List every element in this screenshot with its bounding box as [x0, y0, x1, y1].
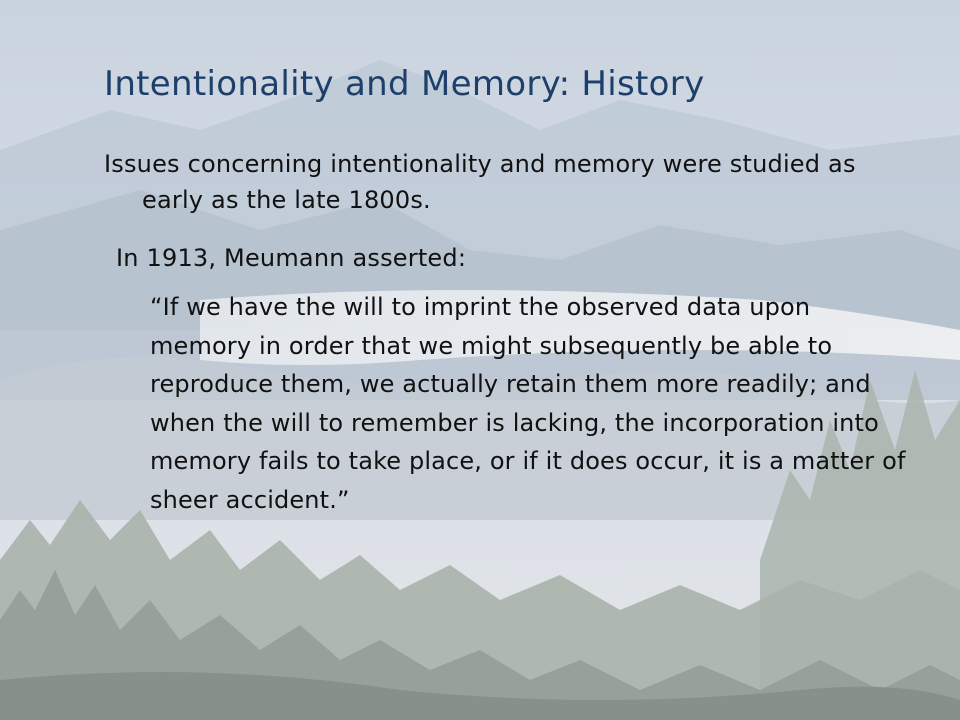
meumann-quote: [150, 288, 910, 519]
slide-title: Intentionality and Memory: History: [104, 64, 705, 104]
intro-paragraph: Issues concerning intentionality and memory were studied as early as the late 1800s.: [104, 150, 856, 214]
quote-close-mark: ”: [337, 485, 350, 514]
meumann-intro: In 1913, Meumann asserted:: [116, 244, 467, 272]
quote-text: If we have the will to imprint the observed data upon memory in order that we might subsequently be able to reproduce them, we actually retain them more readily; and when the will to remember is lacking, the incorporation into memory fails to take place, or if it does occur, it is a matter of sheer accident.: [150, 293, 906, 514]
quote-open-mark: “: [150, 293, 163, 321]
